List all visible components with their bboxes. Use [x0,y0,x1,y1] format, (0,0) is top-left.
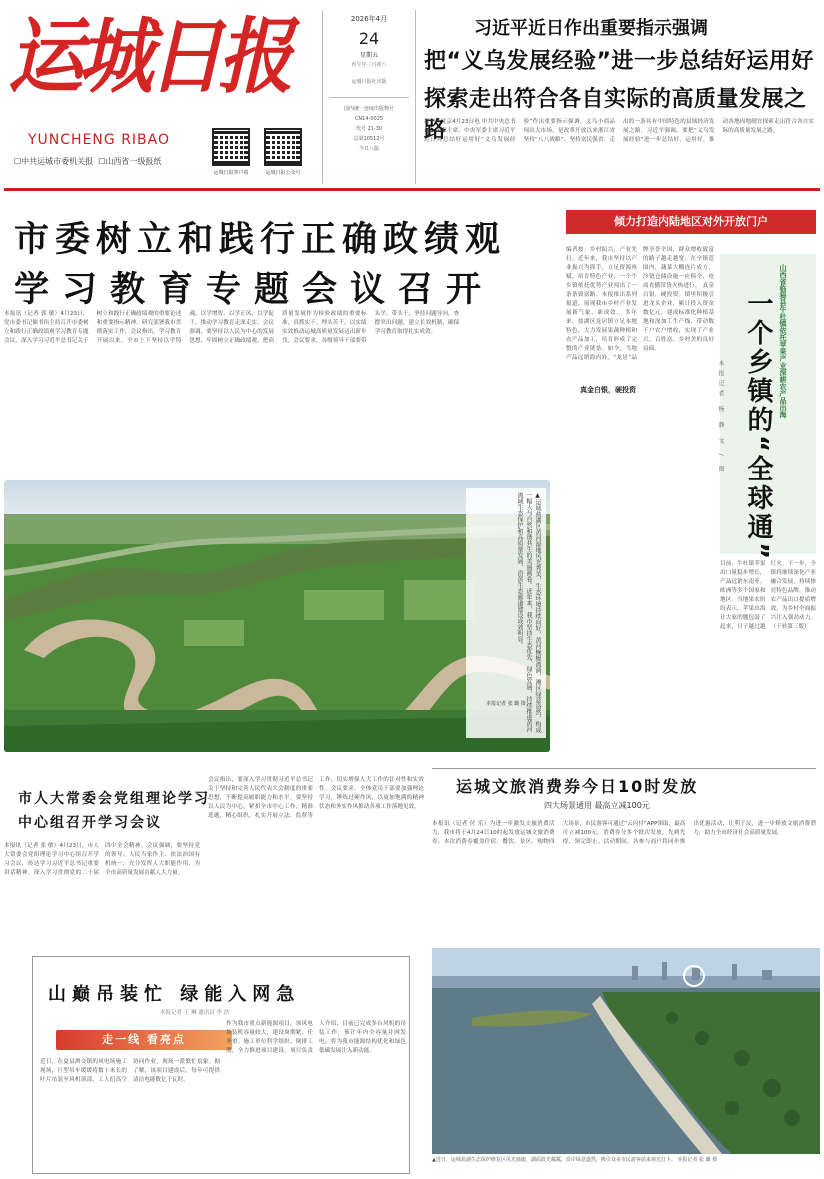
issue-year-month: 2026年4月 [350,15,388,23]
sponsor-2: 山西省一级报纸 [105,157,162,166]
right-article-body: 编者按：乡村振兴，产业先行。近年来，我市坚持以产业振兴为抓手，立足资源禀赋，培育特色产业，一个个乡镇依托优势产业闯出了一条条致富路。本报推出系列报道，展现我市乡村产业发展新气象、新成效。 多年来，盐湖区龙居镇立足本地特色，大力发展果蔬种植和农产品加工，培育形成了完整的产业链条。如今，当地产品远销海内外，“龙居”品牌享誉全国，群众增收致富的路子越走越宽。在全镇范围内，蔬菜大棚连片成方，冷链仓储设施一应俱全，电商直播带货火热进行。 真金白银，硬投资。镇里积极引进龙头企业，累计投入资金数亿元，建成标准化种植基地和深加工生产线，带动数千户农户增收，实现了产业兴、百姓富、乡村美的良好局面。 [566,247,714,361]
newspaper-pinyin: YUNCHENG RIBAO [28,132,171,148]
lead-headline-line2[interactable]: 探索走出符合各自实际的高质量发展之路 [424,87,807,143]
wind-power-body-continued: 作为我市重点新能源项目，该风电场装机容量较大，建设周期紧、任务重。施工单位科学组织、倒排工期，全力推进项目建设。项目负责人介绍，目前已完成多台风机的吊装工作，预计年内全容量并网发电，将为我市能源结构优化和绿色低碳发展注入新动能。 [226,1021,406,1054]
wind-power-body: 近日，在夏县泗交镇的风电场施工现场，巨型吊车缓缓将数十米长的叶片吊装至风机顶部，工人们高空协同作业，现场一派繁忙景象。据了解，该项目建成后，每年可提供清洁电能数亿千瓦时。 [40,1059,220,1083]
cn-code-1: 国内统一连续出版物号 [343,106,394,112]
qr-2-label: 运城日报公众号 [265,170,301,176]
issue-weekday: 星期五 [359,52,378,59]
checkbox-icon: ☐ [98,157,106,166]
cn-code-3: 代号 21-30 [355,126,383,132]
divider [432,768,816,769]
qr-code-icon[interactable] [264,128,302,166]
cn-code-5: 今日八版 [358,146,379,152]
voucher-subheadline: 四大场景通用 最高立减100元 [544,801,650,810]
salt-lake-photo-caption: ▲近日，运城盐湖生态保护修复区风光旖旎，湖面波光粼粼，沿岸绿意盎然，吸引众多市民游客前来观光打卡。 本报记者 张 璐 摄 [432,1157,718,1163]
publisher: 运城日报社出版 [351,79,387,85]
issue-day: 24 [358,29,380,48]
opening-up-banner[interactable]: 倾力打造内陆地区对外开放门户 [566,210,816,234]
npc-headline-line1[interactable]: 市人大常委会党组理论学习 [18,791,210,807]
photo-credit: 本报记者 张 璐 摄 [486,701,526,707]
cn-code-2: CN14-0025 [354,116,384,122]
issue-lunar-date: 丙午年三月初八 [351,62,387,68]
salt-lake-photo-svg [432,948,820,1154]
feature-article-body: 目前，牛杜镇苹果出口量稳步增长，产品远销东南亚、欧洲等多个国家和地区。当地果农纷纷表示，苹果出海让大家的腰包鼓了起来，日子越过越红火。下一步，全镇将继续深化产业融合发展，持续擦亮特色品牌，推动农产品出口提质增效，为乡村全面振兴注入强劲动力。（下转第三版） [720,561,816,630]
newspaper-logo: 运城日报 [8,9,288,105]
checkbox-icon: ☐ [14,157,22,166]
lead-kicker: 习近平近日作出重要指示强调 [474,18,708,39]
main-article-body: 本报讯（记者 郭 敏）4月23日，党市委书记储书伟主持召开市委树立和践行正确政绩观学习教育专题会议，深入学习习近平总书记关于树立和践行正确政绩观的重要论述和重要指示精神，研究部署我市贯彻落实工作。会议指出，学习教育开展以来，全市上下坚持以学铸魂、以学增智、以学正风、以学促干，推动学习教育走深走实。会议强调，要坚持以人民为中心的发展思想，牢固树立正确政绩观，把高质量发展作为检验政绩的重要标准，真抓实干、埋头苦干，以实绩实效推动运城高质量发展迈出新步伐。会议要求，各级领导干部要带头学、带头干，坚持问题导向，查摆突出问题，建立长效机制，确保学习教育取得扎实成效。 [4,311,460,344]
cn-code-4: 总第10512号 [353,136,385,142]
wind-power-headline[interactable]: 山巅吊装忙 绿能入网急 [48,984,301,1005]
date-box [322,10,416,184]
salt-lake-photo[interactable] [432,948,820,1154]
lead-headline-line1[interactable]: 把“义乌发展经验”进一步总结好运用好 [424,49,814,74]
npc-article-body-continued: 会议指出，要深入学习贯彻习近平总书记关于坚持和完善人民代表大会制度的重要思想，不断提高履职能力和水平。要坚持以人民为中心，紧扣全市中心工作，精准选题、精心组织，扎实开展立法、监督等工作，切实增强人大工作的针对性和实效性。会议要求，全体党员干部要加强理论学习，锤炼过硬作风，以更加饱满的精神状态和务实作风推动各项工作落地见效。 [208,777,424,819]
qr-1-label: 运城日报客户端 [213,170,249,176]
voucher-headline[interactable]: 运城文旅消费券今日10时发放 [456,777,699,796]
photo-caption: ▲运城盐湖区黄河湿地风光秀美，生态环境持续向好，黄河蜿蜒流淌，滩区绿意盎然，构成一幅人与自然和谐共生的美丽画卷。近年来，我市坚持生态优先、绿色发展，持续推进黄河流域生态保护和高质量发展，沿黄生态廊道建设成效明显。 [466,488,546,738]
masthead [0,0,824,190]
masthead-divider [4,188,820,191]
npc-headline-line2[interactable]: 中心组召开学习会议 [18,815,162,831]
voucher-article-body: 本报讯（记者 付 乐）为进一步激发文旅消费活力，我市将于4月24日10时起发放运城文旅消费券。本次消费券覆盖住宿、餐饮、景区、购物四大场景，市民游客可通过“云闪付”APP领取，最高可立减100元。消费券分多个批次发放，先到先得，领完即止。活动期间，各参与商户将同步推出优惠活动，让利于民，进一步释放文旅消费潜力，助力全市经济社会高质量发展。 [432,821,816,845]
divider [329,97,409,98]
right-subheading: 真金白银，硬投资 [580,386,636,394]
sponsors [14,156,161,167]
feature-headline[interactable]: 一个乡镇的“全球通” [743,290,773,563]
column-tag: 走一线 看亮点 [56,1030,232,1050]
lead-article-body: 新华社北京4月23日电 中共中央总书记、国家主席、中央军委主席习近平近日对总结好运用好“义乌发展经验”作出重要指示强调，义乌小商品闯出大市场，是改革开放以来浙江省坚持“八八战略”、坚持富民强省、走出的一条具有中国特色的县域经济发展之路。习近平强调，要把“义乌发展经验”进一步总结好、运用好，推动各地因地制宜探索走出符合各自实际的高质量发展之路。 [424,119,814,143]
main-headline-line1[interactable]: 市委树立和践行正确政绩观 [14,220,507,260]
qr-code-icon[interactable] [212,128,250,166]
main-headline-line2[interactable]: 学习教育专题会议召开 [14,270,495,310]
feature-kicker: 山西省临猗县牛杜镇依托苹果产业深耕农产品出海 [779,264,787,418]
sponsor-1: 中共运城市委机关报 [21,157,94,166]
wind-power-byline: 本报记者 王 琳 通讯员 李 浩 [160,1010,230,1016]
npc-article-body: 本报讯（记者 张 敏）4月23日，市人大常委会党组理论学习中心组召开学习会议，传达学习习近平总书记重要讲话精神，深入学习贯彻党的二十届四中全会精神。会议强调，要坚持党的领导、人民当家作主、依法治国有机统一，充分发挥人大职能作用，为全市高质量发展贡献人大力量。 [4,843,200,876]
feature-byline: 本报记者 杨 静 文 / 图 [717,360,724,476]
